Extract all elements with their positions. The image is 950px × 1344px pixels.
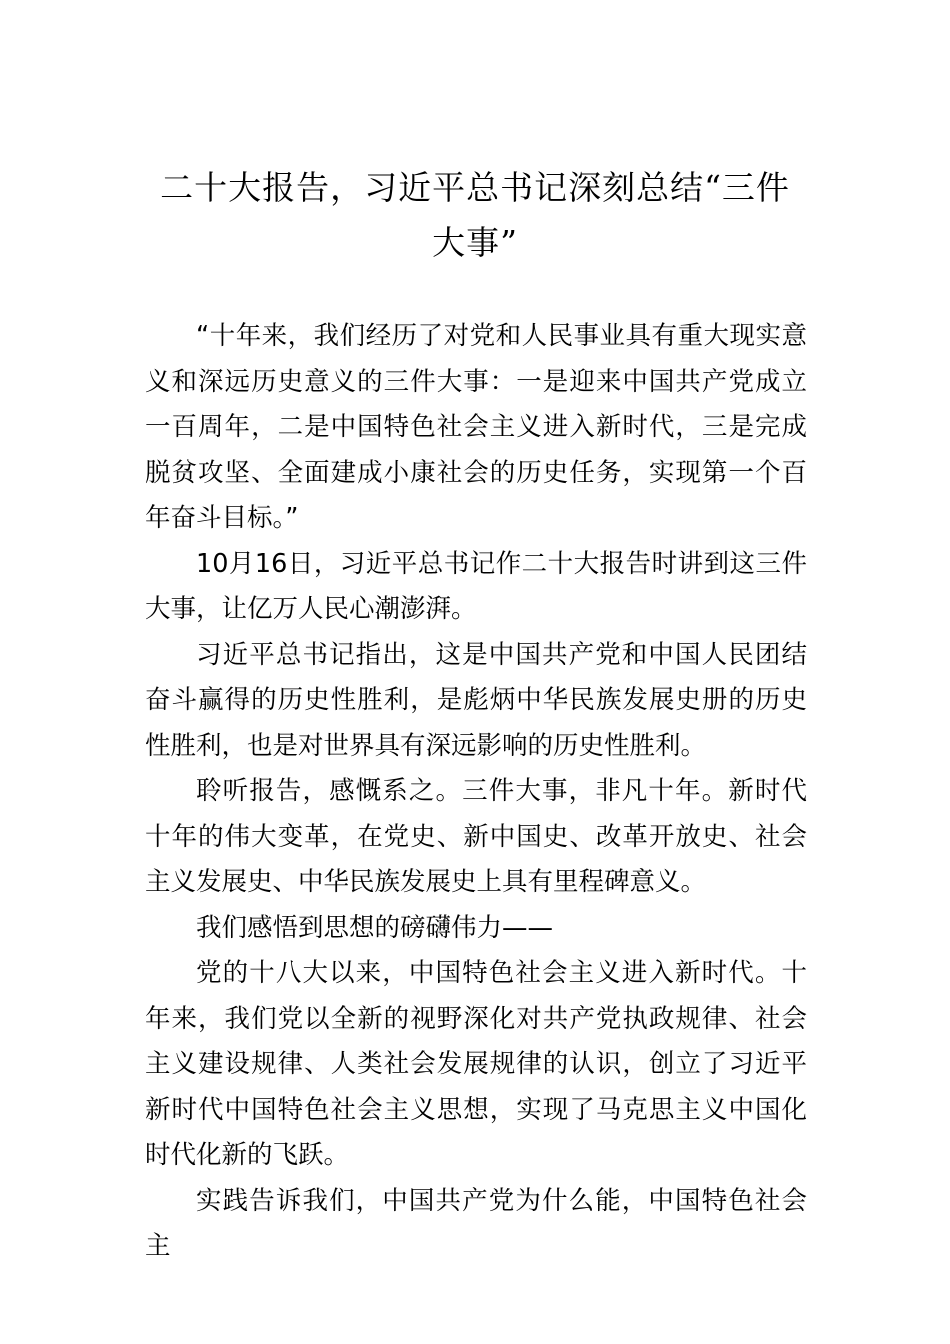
paragraph: 我们感悟到思想的磅礴伟力—— bbox=[196, 912, 554, 943]
document-title: 二十大报告，习近平总书记深刻总结“三件大事” bbox=[160, 168, 790, 262]
paragraph: 习近平总书记指出，这是中国共产党和中国人民团结奋斗赢得的历史性胜利，是彪炳中华民族发展史册的历史性胜利，也是对世界具有深远影响的历史性胜利。 bbox=[145, 639, 807, 761]
paragraph: 聆听报告，感慨系之。三件大事，非凡十年。新时代十年的伟大变革，在党史、新中国史、改革开放史、社会主义发展史、中华民族发展史上具有里程碑意义。 bbox=[145, 776, 807, 897]
paragraph: 10月16日，习近平总书记作二十大报告时讲到这三件大事，让亿万人民心潮澎湃。 bbox=[145, 548, 807, 624]
document-body bbox=[145, 314, 807, 1270]
paragraph: 党的十八大以来，中国特色社会主义进入新时代。十年来，我们党以全新的视野深化对共产党执政规律、社会主义建设规律、人类社会发展规律的认识，创立了习近平新时代中国特色社会主义思想，实现了马克思主义中国化时代化新的飞跃。 bbox=[145, 958, 807, 1170]
paragraph: 实践告诉我们，中国共产党为什么能，中国特色社会主 bbox=[145, 1185, 807, 1261]
paragraph: “十年来，我们经历了对党和人民事业具有重大现实意义和深远历史意义的三件大事：一是迎来中国共产党成立一百周年，二是中国特色社会主义进入新时代，三是完成脱贫攻坚、全面建成小康社会的历史任务，实现第一个百年奋斗目标。” bbox=[145, 321, 807, 533]
